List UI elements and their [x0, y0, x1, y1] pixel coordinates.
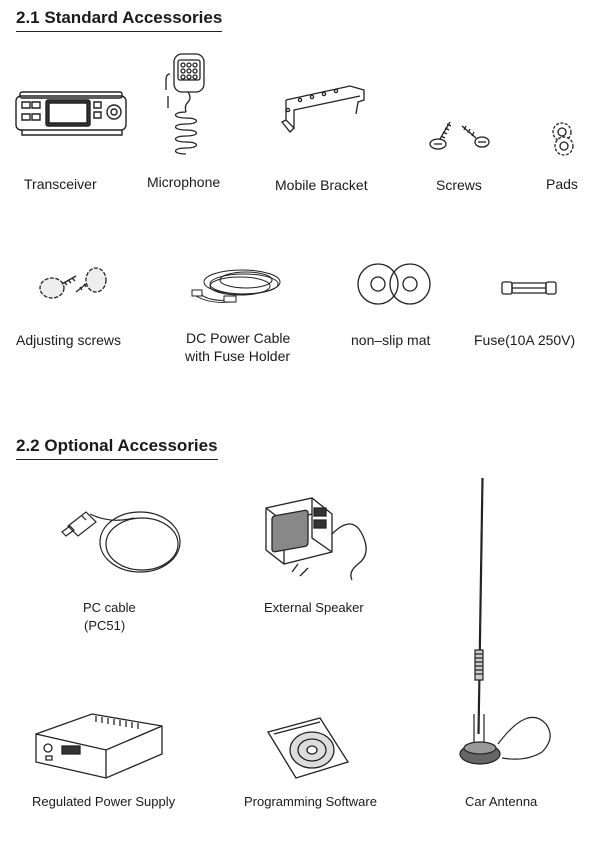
transceiver-image: [12, 90, 132, 140]
pc-cable-image: [60, 486, 186, 586]
power-supply-label: Regulated Power Supply: [32, 794, 176, 809]
screws-label: Screws: [436, 177, 482, 193]
pads-image: [544, 118, 584, 160]
microphone-image: [160, 52, 212, 164]
dc-power-cable-image: [190, 262, 290, 312]
microphone-label: Microphone: [147, 174, 221, 190]
programming-software-label: Programming Software: [244, 794, 377, 809]
screws-image: [428, 112, 492, 154]
non-slip-mat-label: non–slip mat: [351, 332, 431, 348]
dc-power-cable-label-line1: DC Power Cable: [186, 330, 291, 346]
car-antenna-label: Car Antenna: [465, 794, 538, 809]
mobile-bracket-label: Mobile Bracket: [275, 177, 368, 193]
pads-label: Pads: [546, 176, 578, 192]
standard-accessories-heading: 2.1 Standard Accessories: [16, 8, 222, 32]
adjusting-screws-image: [36, 262, 112, 304]
external-speaker-image: [262, 494, 374, 584]
adjusting-screws-label: Adjusting screws: [16, 332, 122, 348]
external-speaker-label: External Speaker: [264, 600, 364, 615]
non-slip-mat-image: [354, 262, 438, 306]
programming-software-image: [266, 716, 350, 780]
pc-cable-label-line2: (PC51): [84, 618, 126, 633]
power-supply-image: [32, 706, 168, 784]
fuse-label: Fuse(10A 250V): [474, 332, 576, 348]
fuse-image: [500, 278, 558, 298]
car-antenna-image: [440, 474, 554, 774]
dc-power-cable-label-line2: with Fuse Holder: [185, 348, 291, 364]
optional-accessories-heading: 2.2 Optional Accessories: [16, 436, 218, 460]
pc-cable-label-line1: PC cable: [83, 600, 136, 615]
transceiver-label: Transceiver: [24, 176, 97, 192]
mobile-bracket-image: [280, 80, 370, 140]
